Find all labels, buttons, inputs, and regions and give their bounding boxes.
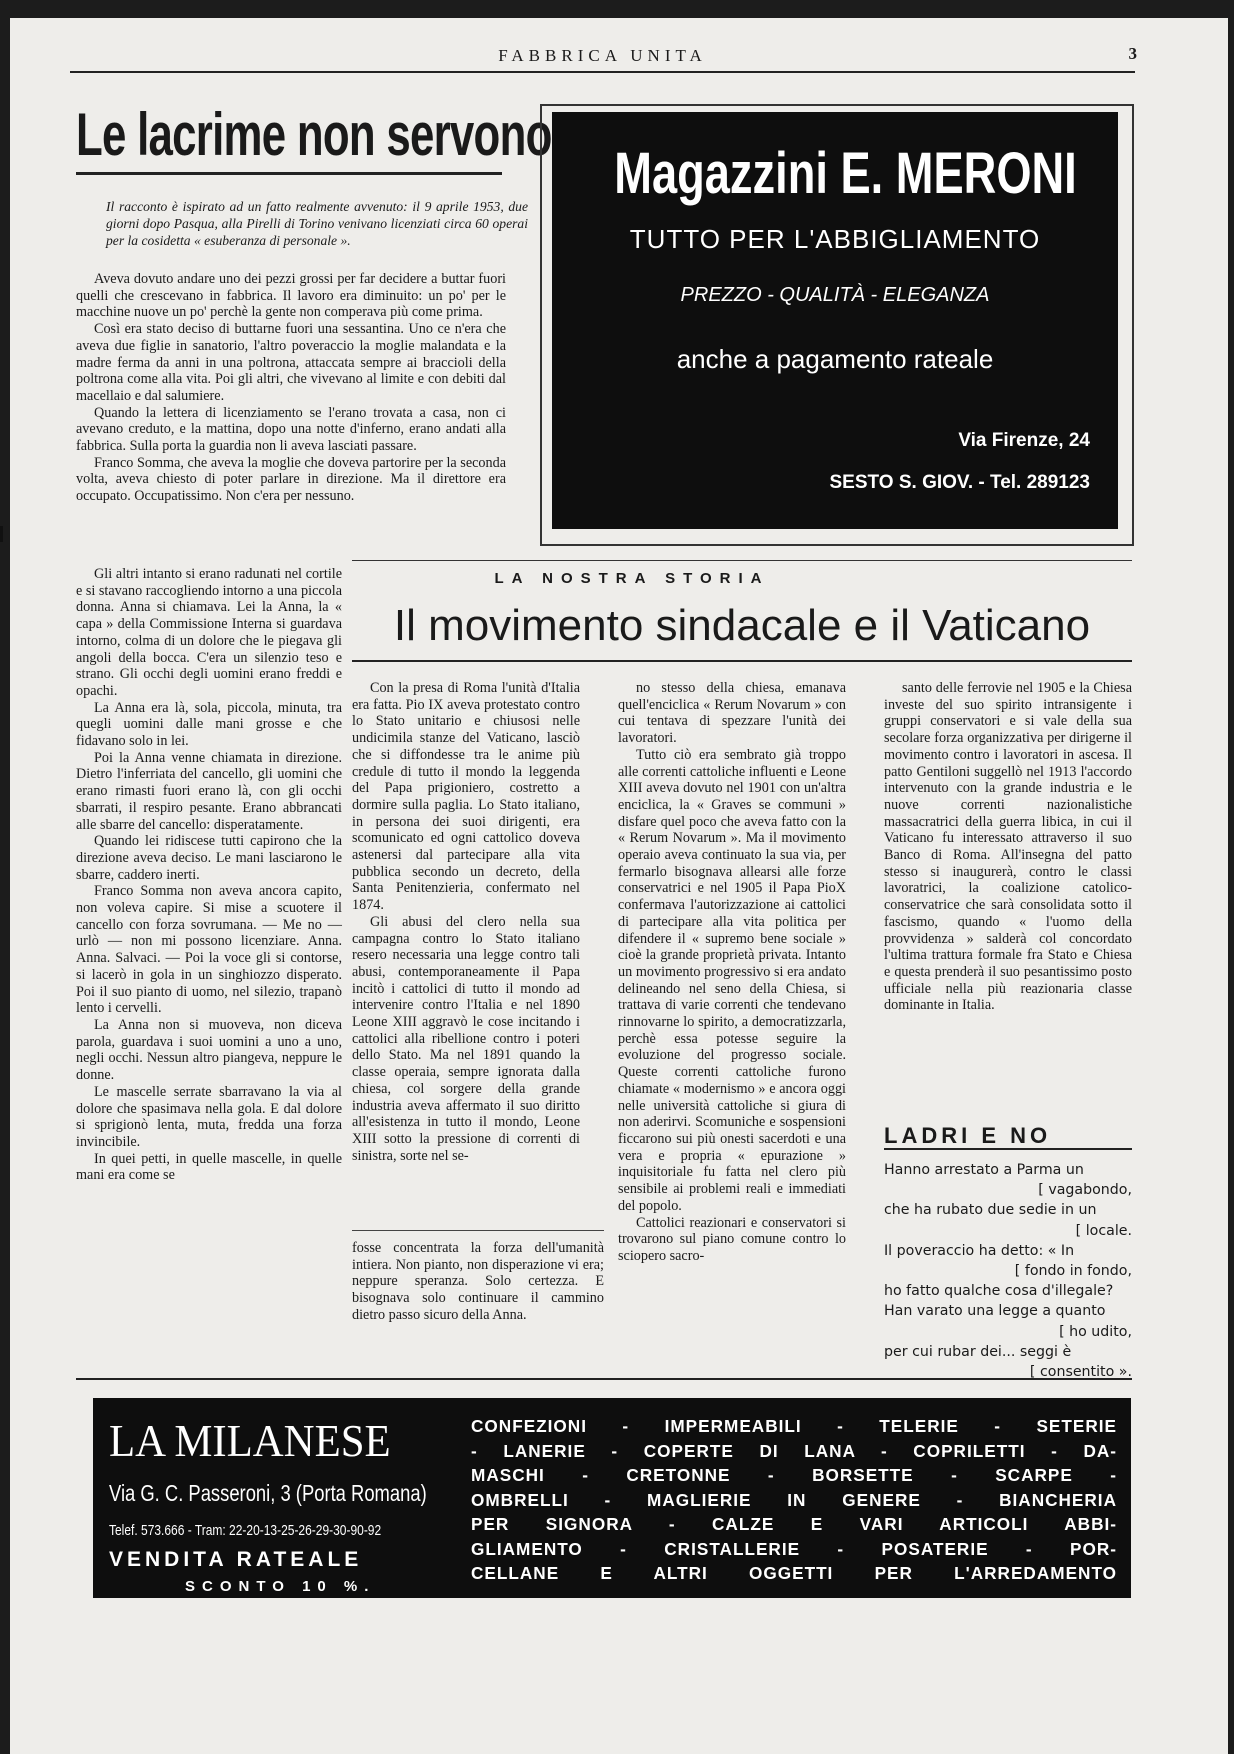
poem-line: [ fondo in fondo, xyxy=(1014,1263,1132,1280)
article-column-narrow xyxy=(76,566,342,1184)
poem-line: [ consentito ». xyxy=(1029,1364,1132,1381)
poem-line: [ vagabondo, xyxy=(1038,1182,1132,1199)
history-column-3 xyxy=(884,680,1132,1014)
ad-brand: Magazzini E. MERONI xyxy=(614,141,1077,206)
poem-line: che ha rubato due sedie in un xyxy=(884,1202,1097,1219)
ad-goods-line: CONFEZIONI - IMPERMEABILI - TELERIE - SETERIE xyxy=(471,1416,1117,1436)
ad-goods-list xyxy=(471,1414,1117,1586)
paragraph: Aveva dovuto andare uno dei pezzi grossi per far decidere a buttar fuori quelli che crescevano in fabbrica. Il lavoro era diminuito: un po' per le macchine nuove un po' perchè la gente non comperava più come prima. xyxy=(76,271,506,321)
paragraph: Cattolici reazionari e conservatori si trovarono sul piano comune contro lo sciopero sacro- xyxy=(618,1214,846,1264)
paragraph: La Anna era là, sola, piccola, minuta, tra quegli uomini dalle mani grosse e che fidavano solo in lei. xyxy=(76,699,342,750)
ad-address: Via Firenze, 24 xyxy=(958,430,1090,451)
ad-goods-line: - LANERIE - COPERTE DI LANA - COPRILETTI - DA- xyxy=(471,1440,1117,1461)
ad-tagline: TUTTO PER L'ABBIGLIAMENTO xyxy=(629,224,1041,254)
ad-discount: SCONTO 10 %. xyxy=(185,1578,376,1595)
headline-rule xyxy=(76,172,502,175)
article-continuation xyxy=(352,1240,604,1324)
paragraph: Franco Somma non aveva ancora capito, non voleva capire. Si mise a scuotere il cancello con forza sovrumana. — Me no — urlò — non mi possono licenziare. Anna. Anna. Salvaci. — Poi la voce gli si contorse, si lacerò in gola in un singhiozzo disperato. Poi il suo pianto di uomo, nel silezio, trapanò lento i cervelli. xyxy=(76,883,342,1017)
poem-title: LADRI E NO xyxy=(884,1123,1052,1148)
paragraph: Quando lei ridiscese tutti capirono che la direzione aveva deciso. Le mani lasciarono le sbarre, caddero inerti. xyxy=(76,833,342,883)
poem xyxy=(884,1160,1132,1382)
article-column-wide xyxy=(76,271,506,505)
ad-city-tel: SESTO S. GIOV. - Tel. 289123 xyxy=(829,472,1090,493)
poem-line: Il poveraccio ha detto: « In xyxy=(884,1242,1075,1259)
paragraph: no stesso della chiesa, emanava quell'enciclica « Rerum Novarum » con cui tentava di spezzare l'unità dei lavoratori. xyxy=(618,680,846,747)
section-kicker: LA NOSTRA STORIA xyxy=(494,570,770,587)
ad-la-milanese xyxy=(93,1398,1131,1598)
article-headline: Il movimento sindacale e il Vaticano xyxy=(393,601,1091,650)
article-intro: Il racconto è ispirato ad un fatto realmente avvenuto: il 9 aprile 1953, due giorni dopo Pasqua, alla Pirelli di Torino venivano licenziati circa 60 operai per la cosidetta « esuberanza di personale ». xyxy=(106,199,528,248)
paragraph: Le mascelle serrate sbarravano la via al dolore che spasimava nella gola. E dal dolore si sprigionò lenta, muta, fredda una forza invincibile. xyxy=(76,1083,342,1150)
ad-brand: LA MILANESE xyxy=(109,1415,391,1466)
paragraph: Gli abusi del clero nella sua campagna contro lo Stato italiano resero necessaria una legge contro tali abusi, contemporaneamente il Papa incitò i cattolici di tutto il mondo ad intervenire contro l'Italia e nel 1890 Leone XIII aggravò le cose incitando i cattolici alla ribellione contro i poteri dello Stato. Ma nel 1891 quando la classe operaia, sempre ignorata dalla chiesa, col sorgere della grande industria aveva affermato il suo diritto all'esistenza in tutto il mondo, Leone XIII sotto la pressione di correnti di sinistra, sorte nel se- xyxy=(352,913,580,1164)
ad-goods-line: CELLANE E ALTRI OGGETTI PER L'ARREDAMENTO xyxy=(471,1563,1117,1583)
paragraph: La Anna non si muoveva, non diceva parola, guardava i suoi uomini a uno a uno, negli occhi. Nessun altro piangeva, neppure le donne. xyxy=(76,1016,342,1084)
poem-line: [ locale. xyxy=(1075,1222,1132,1239)
poem-line: [ ho udito, xyxy=(1059,1323,1132,1340)
paragraph: fosse concentrata la forza dell'umanità intiera. Non pianto, non disperazione vi era; neppure speranza. Solo certezza. E bisognava solo continuare il cammino dietro passo sicuro della Anna. xyxy=(352,1240,604,1323)
ad-goods-line: MASCHI - CRETONNE - BORSETTE - SCARPE - xyxy=(471,1465,1117,1485)
paragraph: Gli altri intanto si erano radunati nel cortile e si stavano raccogliendo intorno a una piccola donna. Anna si chiamava. Lei la Anna, la « capa » della Commissione Interna si guardava intorno, colma di un dolore che le piegava gli angoli della bocca. C'era un silenzio teso e strano. Gli occhi degli uomini erano freddi e opachi. xyxy=(76,566,342,699)
ad-goods-line: PER SIGNORA - CALZE E VARI ARTICOLI ABBI- xyxy=(471,1514,1117,1534)
paragraph: Tutto ciò era sembrato già troppo alle correnti cattoliche influenti e Leone XIII aveva dovuto nel 1901 con un'altra enciclica, la « Graves se communi » disfare quel poco che aveva fatto con la « Rerum Novarum ». Ma il movimento operaio aveva continuato la sua via, per fermarlo bisognava allearsi alle forze conservatrici e nel 1905 il Papa PioX confermava l'autorizzazione ai cattolici di partecipare alla vita politica per difendere il « supremo bene sociale » cioè la grande proprietà privata. Intanto un movimento progressivo si era andato delineando nel seno della Chiesa, si trattava di varie correnti che tendevano rinnovarne lo spirito, a democratizzarla, perchè essa potesse seguire la evoluzione del progresso sociale. Queste correnti cattoliche furono chiamate « modernismo » e ancora oggi nelle università cattoliche si giura di non aderirvi. Scomuniche e sospensioni ficcarono sui più onesti sacerdoti e una vera e propria « epurazione » inquisitoriale fu fatta nel clero più sensibile ai problemi reali e immediati del popolo. xyxy=(618,746,846,1214)
headline-rule xyxy=(352,660,1132,662)
poem-line: ho fatto qualche cosa d'illegale? xyxy=(884,1283,1114,1300)
ad-phone: Telef. 573.666 - Tram: 22-20-13-25-26-29-30-90-92 xyxy=(109,1522,382,1539)
poem-line: per cui rubar dei... seggi è xyxy=(884,1343,1072,1360)
page-number: 3 xyxy=(1128,44,1137,63)
poem-line: Han varato una legge a quanto xyxy=(884,1303,1106,1320)
article-headline: Le lacrime non servono xyxy=(76,101,552,168)
ad-meroni xyxy=(552,112,1118,529)
paragraph: Franco Somma, che aveva la moglie che doveva partorire per la seconda volta, aveva chiesto di poter parlare in direzione. Ma il direttore era occupato. Occupatissimo. Non c'era per nessuno. xyxy=(76,454,506,505)
column-divider xyxy=(352,1230,604,1231)
paragraph: Quando la lettera di licenziamento se l'erano trovata a casa, non ci avevano creduto, e la mattina, dopo una notte d'inferno, erano andati alla fabbrica. Sulla porta la guardia non li aveva lasciati passare. xyxy=(76,404,506,455)
paragraph: In quei petti, in quelle mascelle, in quelle mani era come se xyxy=(76,1150,342,1184)
ad-sale-terms: VENDITA RATEALE xyxy=(109,1548,363,1571)
paragraph: santo delle ferrovie nel 1905 e la Chiesa investe del suo spirito intransigente i gruppi conservatori e si vale della sua secolare forza organizzativa per dirigerne il movimento contro i lavoratori in ascesa. Il patto Gentiloni suggellò nel 1913 l'accordo intervenuto con la grande industria e le nuove correnti nazionalistiche massacratrici della guerra libica, in cui il Vaticano fu interessato attraverso il suo Banco di Roma. All'insegna del patto stesso si inaugurerà, contro le classi lavoratrici, la coalizione catolico-conservatrice che sarà consolidata sotto il fascismo, quando « l'uomo della provvidenza » salderà col concordato l'ultima trattura formale fra Stato e Chiesa e questa prenderà il suo pesantissimo posto ufficiale nella più reazionaria classe dominante in Italia. xyxy=(884,680,1132,1014)
ad-goods-line: GLIAMENTO - CRISTALLERIE - POSATERIE - POR- xyxy=(471,1538,1117,1559)
header-rule xyxy=(70,71,1135,73)
newspaper-title: FABBRICA UNITA xyxy=(498,46,707,65)
paragraph: Con la presa di Roma l'unità d'Italia era fatta. Pio IX aveva protestato contro lo Stato unitario e chiusosi nelle undicimila stanze del Vaticano, lasciò che si diffondesse tra le anime più credule di tutto il mondo la leggenda del Papa prigioniero, costretto a dormire sulla paglia. Lo Stato italiano, in persona dei suoi dirigenti, era scomunicato ed ogni cattolico doveva astenersi dal partecipare alla vita pubblica secondo un decreto, della Santa Penitenzieria, confermato nel 1874. xyxy=(352,680,580,914)
poem-rule xyxy=(884,1148,1132,1150)
history-column-1 xyxy=(352,680,580,1164)
bottom-rule xyxy=(76,1378,1132,1380)
history-column-2 xyxy=(618,680,846,1265)
ad-address: Via G. C. Passeroni, 3 (Porta Romana) xyxy=(109,1480,427,1506)
page-header xyxy=(70,32,1135,72)
page-edge-mark xyxy=(0,526,3,542)
paragraph: Poi la Anna venne chiamata in direzione. Dietro l'inferriata del cancello, gli uomini che erano rimasti fuori erano là, con gli occhi sbarrati, il respiro pesante. Erano abbrancati alle sbarre del cancello: disperatamente. xyxy=(76,749,342,833)
paragraph: Così era stato deciso di buttarne fuori una sessantina. Uno ce n'era che aveva due figlie in sanatorio, l'altro poveraccio la moglie malandata e la madre ferma da anni in una poltrona, attaccata sempre ai braccioli della poltrona come alla vita. Poi gli altri, che vivevano al limite e con debiti dal macellaio e dal salumiere. xyxy=(76,321,506,404)
ad-payment: anche a pagamento rateale xyxy=(676,344,994,374)
poem-line: Hanno arrestato a Parma un xyxy=(884,1162,1084,1178)
ad-goods-line: OMBRELLI - MAGLIERIE IN GENERE - BIANCHERIA xyxy=(471,1489,1117,1510)
ad-qualities: PREZZO - QUALITÀ - ELEGANZA xyxy=(680,284,990,306)
section-rule xyxy=(352,560,1132,561)
